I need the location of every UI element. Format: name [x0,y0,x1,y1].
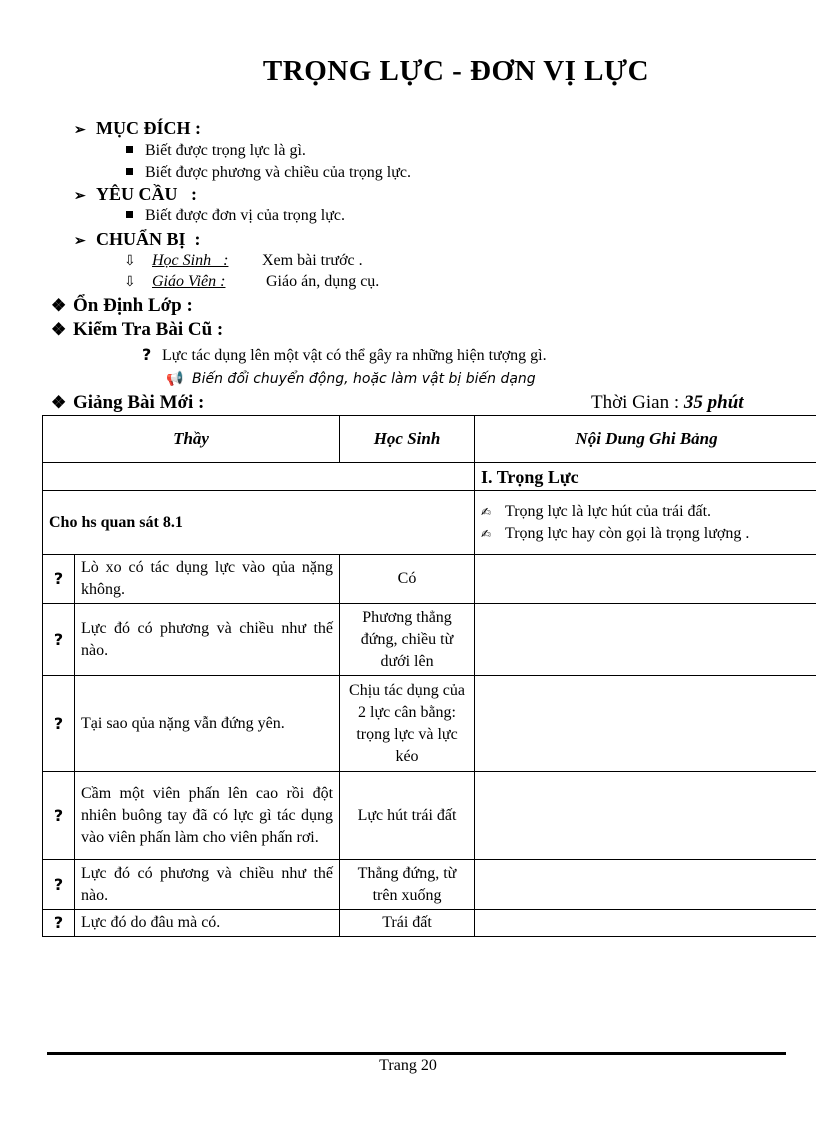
observe-instruction: Cho hs quan sát 8.1 [43,491,475,555]
section-giang-bai: ❖ Giảng Bài Mới : [51,392,205,413]
bullet-icon [126,211,133,218]
header-noi-dung: Nội Dung Ghi Bảng [475,416,816,463]
section-chuan-bi: ➢ CHUẨN BỊ : [74,229,201,249]
question-mark-icon: ? [43,860,75,910]
section-kiem-tra: ❖ Kiểm Tra Bài Cũ : [51,319,224,340]
table-row: ? Lực đó do đâu mà có. Trái đất [43,910,816,937]
table-row: ? Cầm một viên phấn lên cao rồi đột nhiên buông tay đã có lực gì tác dụng vào viên phấn làm cho viên phấn rơi. Lực hút trái đất [43,772,816,860]
diamond-bullet-icon: ❖ [51,393,67,412]
lesson-time: Thời Gian : 35 phút [591,392,744,413]
page-number: Trang 20 [379,1057,437,1074]
arrow-icon: ➢ [74,189,86,204]
section-muc-dich: ➢ MỤC ĐÍCH : [74,118,201,138]
writing-hand-icon: ✍ [481,504,492,519]
down-arrow-icon: ⇩ [124,253,136,269]
review-answer: 📢 Biến đổi chuyển động, hoặc làm vật bị biến dạng [166,371,536,387]
table-row [43,463,816,491]
list-item: ⇩ Học Sinh : Xem bài trước . [124,252,363,269]
review-question: ? Lực tác dụng lên một vật có thể gây ra những hiện tượng gì. [142,345,547,364]
header-thay: Thầy [43,416,340,463]
writing-hand-icon: ✍ [481,526,492,541]
question-mark-icon: ? [43,772,75,860]
note-item: ✍ Trọng lực là lực hút của trái đất. [505,501,812,523]
table-row: ? Lực đó có phương và chiều như thế nào. Phương thẳng đứng, chiều từ dưới lên [43,604,816,676]
section-on-dinh-lop: ❖ Ổn Định Lớp : [51,295,193,316]
note-item: ✍ Trọng lực hay còn gọi là trọng lượng . [505,523,812,545]
bullet-icon [126,146,133,153]
table-row: ? Tại sao qủa nặng vẫn đứng yên. Chịu tác dụng của 2 lực cân bằng: trọng lực và lực kéo [43,676,816,772]
lesson-table [42,415,816,937]
diamond-bullet-icon: ❖ [51,296,67,315]
arrow-icon: ➢ [74,234,86,249]
question-mark-icon: ? [43,676,75,772]
section-yeu-cau: ➢ YÊU CẦU : [74,184,197,204]
list-item: Biết được đơn vị của trọng lực. [126,207,345,225]
table-row: ? Lò xo có tác dụng lực vào qủa nặng không. Có [43,555,816,604]
bullet-icon [126,168,133,175]
question-mark-icon: ? [43,910,75,937]
down-arrow-icon: ⇩ [124,274,136,290]
arrow-icon: ➢ [74,123,86,138]
table-row [43,491,816,555]
footer-divider [47,1052,786,1055]
table-row: ? Lực đó có phương và chiều như thế nào. Thẳng đứng, từ trên xuống [43,860,816,910]
page-title: TRỌNG LỰC - ĐƠN VỊ LỰC [262,55,650,87]
list-item: Biết được trọng lực là gì. [126,142,306,160]
table-header-row [43,416,816,463]
list-item: ⇩ Giáo Viên : Giáo án, dụng cụ. [124,273,380,290]
section-heading: I. Trọng Lực [475,463,816,491]
diamond-bullet-icon: ❖ [51,320,67,339]
notes-cell [475,491,816,555]
list-item: Biết được phương và chiều của trọng lực. [126,164,411,182]
question-mark-icon: ? [142,345,152,364]
megaphone-icon: 📢 [166,371,184,387]
header-hoc-sinh: Học Sinh [340,416,475,463]
question-mark-icon: ? [43,604,75,676]
question-mark-icon: ? [43,555,75,604]
